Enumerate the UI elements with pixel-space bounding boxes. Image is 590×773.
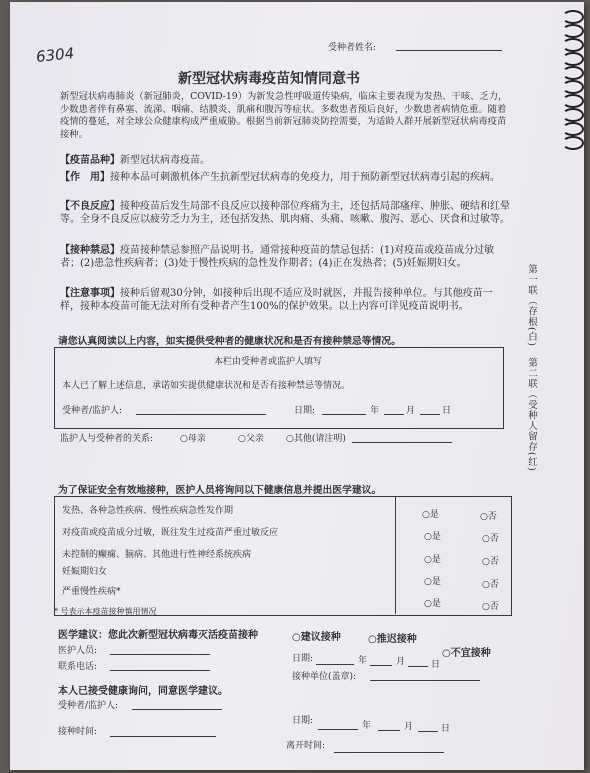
day-label: 日 [442, 406, 452, 416]
footnote: * 号表示本疫苗接种慎用情况 [54, 607, 157, 616]
health-table-divider [395, 496, 396, 614]
section-precautions [60, 288, 512, 313]
health-row-text: 发热、各种急性疾病、慢性疾病急性发作期 [62, 506, 234, 516]
section-text: 接种本品可刺激机体产生抗新型冠状病毒的免疫力，用于预防新型冠状病毒引起的疾病。 [110, 172, 500, 183]
vaccination-time-field[interactable] [110, 736, 216, 737]
section-label: 【作 用】 [60, 172, 110, 183]
medical-advice-label: 医学建议：您此次新型冠状病毒灭活疫苗接种 [58, 630, 258, 641]
consent-signer-label: 受种者/监护人: [58, 701, 119, 711]
section-text: 接种后留观30分钟，如接种后出现不适应及时就医，并报告接种单位。与其他疫苗一样，接种本疫苗可能无法对所有受种者产生100%的保护效果。以上内容可详见疫苗说明书。 [60, 288, 493, 312]
health-yes-radio[interactable]: ○是 [424, 599, 441, 609]
section-adverse-reactions [60, 201, 512, 226]
health-no-radio[interactable]: ○否 [482, 534, 499, 544]
phone-label: 联系电话: [58, 662, 98, 672]
guardian-signer-label: 受种者/监护人: [62, 406, 123, 416]
recipient-name-field[interactable] [396, 50, 502, 51]
section-label: 【疫苗品种】 [60, 155, 120, 166]
relationship-other-radio[interactable]: ○其他(请注明) [286, 434, 346, 444]
day-label: 日 [431, 660, 441, 670]
section-text: 疫苗接种禁忌参照产品说明书。通常接种疫苗的禁忌包括：(1)对疫苗或疫苗成分过敏者；(2)患急性疾病者；(3)处于慢性疾病的急性发作期者；(4)正在发热者；(5)妊娠期妇女。 [60, 245, 495, 269]
medic-label: 医护人员: [58, 646, 98, 656]
health-no-radio[interactable]: ○否 [482, 602, 499, 612]
handwritten-number: 6304 [35, 44, 76, 66]
relationship-other-field[interactable] [352, 442, 452, 443]
guardian-year-field[interactable] [322, 414, 366, 415]
consent-month-field[interactable] [378, 730, 400, 731]
vaccination-unit-field[interactable] [370, 680, 480, 681]
guardian-statement: 本人已了解上述信息，承诺如实提供健康状况和是否有接种禁忌等情况。 [62, 381, 351, 391]
section-effect [60, 171, 512, 184]
section-label: 【注意事项】 [60, 288, 120, 299]
recipient-name-label: 受种者姓名: [328, 43, 377, 53]
section-text: 新型冠状病毒疫苗。 [120, 155, 210, 166]
health-row-text: 严重慢性疾病* [62, 587, 121, 597]
advice-year-field[interactable] [316, 664, 354, 665]
advice-recommend-radio[interactable]: ○建议接种 [292, 632, 341, 643]
section-vaccine-type [60, 154, 510, 167]
year-label: 年 [358, 656, 368, 666]
inquiry-prompt: 为了保证安全有效地接种，医护人员将询问以下健康信息并提出医学建议。 [58, 485, 382, 496]
leave-time-label: 离开时间: [286, 741, 326, 751]
binder-rings [562, 10, 582, 160]
section-label: 【接种禁忌】 [60, 245, 120, 256]
vaccination-time-label: 接种时间: [58, 727, 98, 737]
guardian-signature-field[interactable] [136, 414, 266, 415]
health-yes-radio[interactable]: ○是 [424, 532, 441, 542]
read-prompt: 请您认真阅读以上内容，如实提供受种者的健康状况和是否有接种禁忌等情况。 [58, 336, 401, 347]
guardian-month-field[interactable] [384, 414, 404, 415]
advice-month-field[interactable] [370, 665, 392, 666]
section-label: 【不良反应】 [60, 201, 120, 212]
consent-label: 本人已接受健康询问，同意医学建议。 [58, 686, 228, 697]
relationship-label: 监护人与受种者的关系: [60, 434, 154, 444]
health-yes-radio[interactable]: ○是 [422, 510, 439, 520]
section-contraindications [60, 245, 512, 270]
form-title: 新型冠状病毒疫苗知情同意书 [178, 71, 360, 87]
intro-paragraph: 新型冠状病毒肺炎（新冠肺炎，COVID-19）为新发急性呼吸道传染病，临床主要表现为发热、干咳、乏力，少数患者伴有鼻塞、流涕、咽痛、结膜炎、肌痛和腹泻等症状。多数患者预后良好，少数患者病情危重。随着疫情的蔓延，对全球公众健康构成严重威胁。根据当前新冠肺炎防控需要，为适龄人群开展新型冠状病毒疫苗接种。 [60, 91, 508, 140]
guardian-date-label: 日期: [294, 406, 316, 416]
year-label: 年 [370, 406, 380, 416]
medic-field[interactable] [110, 654, 210, 655]
consent-day-field[interactable] [418, 731, 438, 732]
health-yes-radio[interactable]: ○是 [424, 577, 441, 587]
leave-time-field[interactable] [334, 752, 444, 753]
year-label: 年 [362, 721, 372, 731]
month-label: 月 [404, 722, 414, 732]
relationship-mother-radio[interactable]: ○母亲 [180, 434, 206, 444]
section-text: 接种疫苗后发生局部不良反应以接种部位疼痛为主，还包括局部瘙痒、肿胀、硬结和红晕等。全身不良反应以疲劳乏力为主，还包括发热、肌肉痛、头痛、咳嗽、腹泻、恶心、厌食和过敏等。 [60, 201, 510, 225]
advice-not-recommend-radio[interactable]: ○不宜接种 [442, 648, 491, 659]
relationship-father-radio[interactable]: ○父亲 [238, 434, 264, 444]
health-yes-radio[interactable]: ○是 [424, 555, 441, 565]
health-no-radio[interactable]: ○否 [482, 557, 499, 567]
health-no-radio[interactable]: ○否 [482, 580, 499, 590]
copy-stub-note: 第一联（存根(白) 第二联（受种人留存(红) [526, 264, 537, 472]
health-no-radio[interactable]: ○否 [480, 512, 497, 522]
vaccination-unit-label: 接种单位(盖章): [292, 672, 357, 682]
guardian-box-header: 本栏由受种者或监护人填写 [214, 357, 323, 367]
consent-date-label: 日期: [292, 716, 314, 726]
consent-form-page [10, 2, 584, 770]
advice-postpone-radio[interactable]: ○推迟接种 [368, 634, 417, 645]
phone-field[interactable] [110, 670, 210, 671]
advice-day-field[interactable] [408, 666, 428, 667]
guardian-day-field[interactable] [420, 414, 440, 415]
consent-signature-field[interactable] [132, 709, 222, 710]
health-row-text: 妊娠期妇女 [62, 567, 108, 577]
consent-year-field[interactable] [318, 729, 358, 730]
month-label: 月 [406, 406, 416, 416]
month-label: 月 [396, 657, 406, 667]
health-row-text: 对疫苗或疫苗成分过敏，既往发生过疫苗严重过敏反应 [62, 528, 279, 538]
health-row-text: 未控制的癫痫、脑病、其他进行性神经系统疾病 [62, 550, 252, 560]
day-label: 日 [441, 724, 451, 734]
advice-date-label: 日期: [292, 654, 314, 664]
